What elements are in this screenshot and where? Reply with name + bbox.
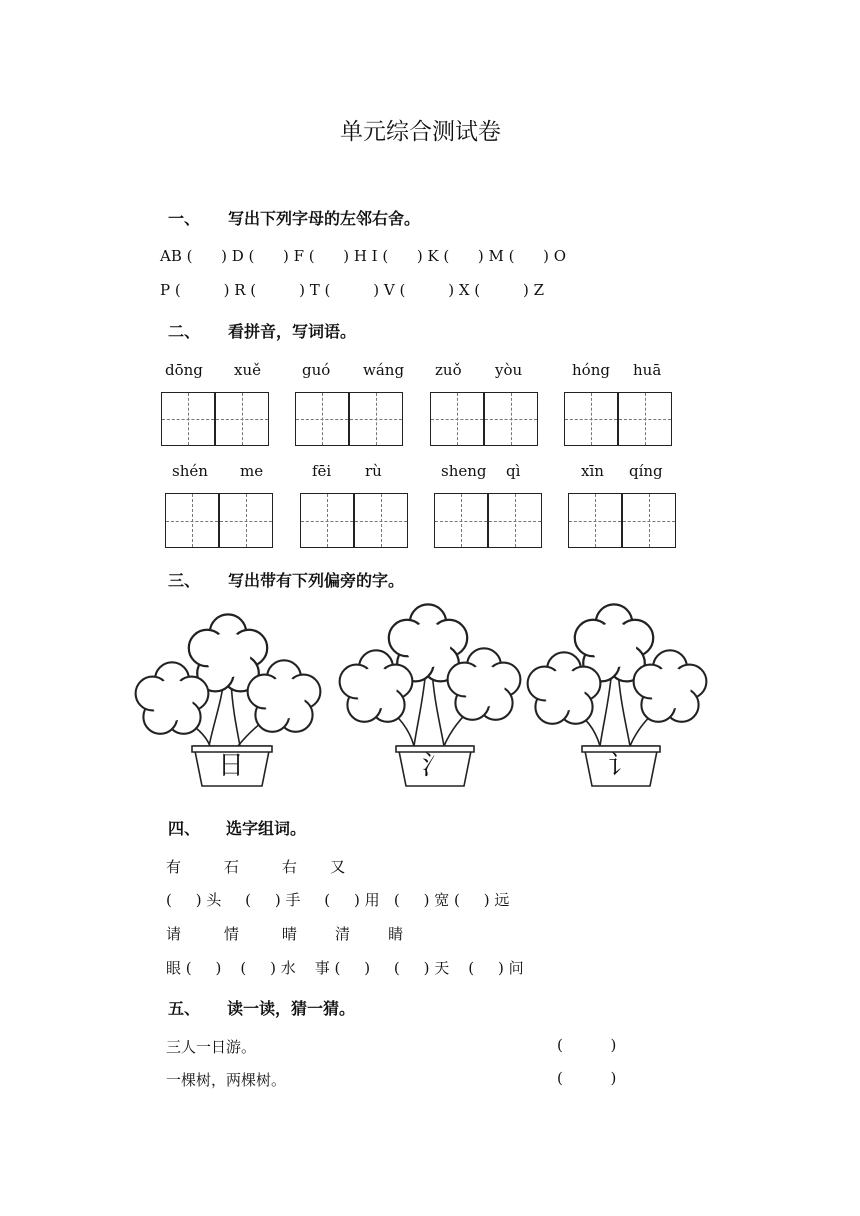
choice-chars-1: 有 石 右 又: [166, 858, 346, 876]
writing-box[interactable]: [165, 493, 219, 548]
choice-chars-2: 请 情 晴 清 睛: [166, 925, 404, 943]
writing-box[interactable]: [434, 493, 488, 548]
pinyin-label: guó: [302, 361, 331, 379]
pinyin-label: qì: [506, 462, 521, 480]
section-3-number: 三、: [168, 571, 201, 590]
writing-box[interactable]: [354, 493, 408, 548]
radical-label-2: 氵: [422, 751, 449, 781]
section-4-heading: 选字组词。: [226, 819, 307, 838]
riddle-1-answer[interactable]: ( ): [557, 1036, 617, 1054]
pinyin-label: hóng: [572, 361, 610, 379]
writing-box[interactable]: [618, 392, 672, 446]
radical-label-3: 讠: [608, 751, 635, 781]
pinyin-label: sheng: [441, 462, 487, 480]
section-2-number: 二、: [168, 322, 201, 341]
writing-box[interactable]: [622, 493, 676, 548]
pinyin-label: xuě: [234, 361, 261, 379]
writing-box[interactable]: [161, 392, 215, 446]
pinyin-label: zuǒ: [435, 361, 462, 379]
section-5-heading: 读一读，猜一猜。: [227, 999, 356, 1018]
writing-box[interactable]: [300, 493, 354, 548]
letters-line-1: AB ( ) D ( ) F ( ) H I ( ) K ( ) M ( ) O: [160, 247, 567, 265]
pinyin-label: yòu: [495, 361, 523, 379]
section-1-heading: 写出下列字母的左邻右舍。: [228, 209, 421, 228]
writing-box[interactable]: [564, 392, 618, 446]
pinyin-label: dōng: [165, 361, 203, 379]
writing-box[interactable]: [295, 392, 349, 446]
writing-box[interactable]: [430, 392, 484, 446]
pinyin-label: wáng: [363, 361, 405, 379]
section-4-number: 四、: [168, 819, 201, 838]
writing-box[interactable]: [568, 493, 622, 548]
writing-box[interactable]: [349, 392, 403, 446]
writing-box[interactable]: [484, 392, 538, 446]
pinyin-label: me: [240, 462, 264, 480]
riddle-1-text: 三人一日游。: [166, 1038, 257, 1056]
section-5-number: 五、: [168, 999, 201, 1018]
writing-box[interactable]: [488, 493, 542, 548]
riddle-2-answer[interactable]: ( ): [557, 1069, 617, 1087]
writing-box[interactable]: [219, 493, 273, 548]
section-2-heading: 看拼音，写词语。: [228, 322, 357, 341]
pinyin-label: qíng: [629, 462, 663, 480]
word-blanks-1: ( ) 头 ( ) 手 ( ) 用 ( ) 宽 ( ) 远: [166, 891, 510, 909]
writing-box[interactable]: [215, 392, 269, 446]
section-1-number: 一、: [168, 209, 201, 228]
radical-label-1: 日: [218, 751, 245, 781]
page-title: 单元综合测试卷: [340, 119, 501, 145]
pinyin-label: rù: [365, 462, 382, 480]
pinyin-label: huā: [633, 361, 662, 379]
letters-line-2: P ( ) R ( ) T ( ) V ( ) X ( ) Z: [160, 281, 545, 299]
pinyin-label: shén: [172, 462, 208, 480]
section-3-heading: 写出带有下列偏旁的字。: [228, 571, 405, 590]
pinyin-label: fēi: [312, 462, 332, 480]
riddle-2-text: 一棵树，两棵树。: [166, 1071, 287, 1089]
pinyin-label: xīn: [581, 462, 604, 480]
word-blanks-2: 眼 ( ) ( ) 水 事 ( ) ( ) 天 ( ) 问: [166, 959, 524, 977]
